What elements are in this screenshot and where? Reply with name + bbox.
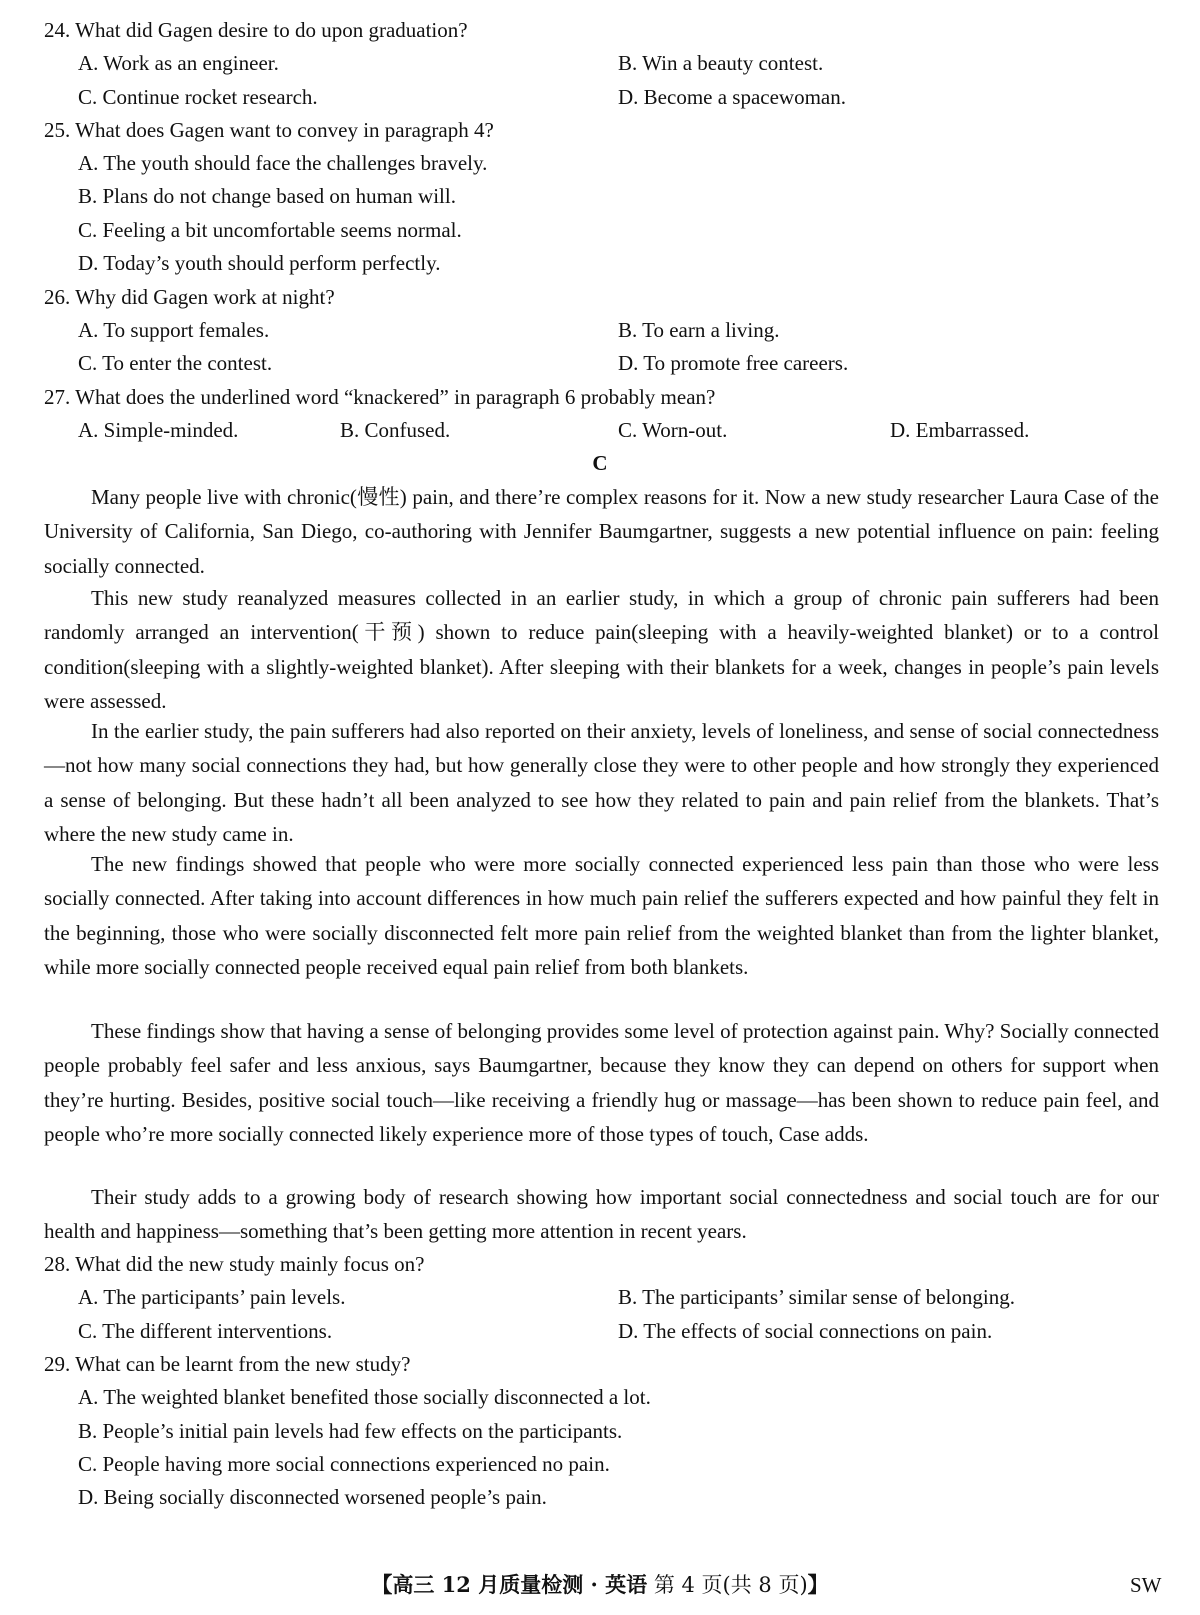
question-25-stem: 25. What does Gagen want to convey in paragraph 4? [44, 118, 494, 142]
question-25-option-b: B. Plans do not change based on human will. [78, 184, 456, 208]
page-footer [0, 1568, 1200, 1602]
question-25-option-c: C. Feeling a bit uncomfortable seems normal. [78, 218, 462, 242]
footer-bracket-open: 【 [371, 1572, 393, 1597]
footer-subject: 英语 [605, 1572, 648, 1597]
footer-separator: · [583, 1572, 606, 1597]
question-26-option-d: D. To promote free careers. [618, 351, 849, 375]
question-29-option-b: B. People’s initial pain levels had few effects on the participants. [78, 1419, 623, 1443]
question-24-option-c: C. Continue rocket research. [78, 85, 318, 109]
passage-paragraph-3: In the earlier study, the pain sufferers had also reported on their anxiety, levels of loneliness, and sense of social connectedness—not how many social connections they had, but how generally close they were to other people and how strongly they experienced a sense of belonging. But these hadn’t all been analyzed to see how they related to pain and pain relief from the blankets. That’s where the new study came in. [44, 719, 1159, 847]
footer-exam-name: 高三 12 月质量检测 [392, 1572, 584, 1597]
question-26-option-c: C. To enter the contest. [78, 351, 273, 375]
question-27-option-a: A. Simple-minded. [78, 418, 239, 442]
question-26-option-a: A. To support females. [78, 318, 270, 342]
question-24-option-a: A. Work as an engineer. [78, 51, 279, 75]
footer-code: SW [1130, 1573, 1162, 1597]
passage-paragraph-6: Their study adds to a growing body of research showing how important social connectedness and social touch are for our health and happiness—something that’s been getting more attention in recent years. [44, 1185, 1159, 1244]
footer-bracket-close: 】 [807, 1572, 829, 1597]
passage-paragraph-4: The new findings showed that people who were more socially connected experienced less pain than those who were less socially connected. After taking into account differences in how much pain relief the sufferers expected and how painful they felt in the beginning, those who were socially disconnected felt more pain relief from the weighted blanket than from the lighter blanket, while more socially connected people received equal pain relief from both blankets. [44, 852, 1159, 980]
question-28-option-a: A. The participants’ pain levels. [78, 1285, 346, 1309]
passage-paragraph-1: Many people live with chronic(慢性) pain, and there’re complex reasons for it. Now a new study researcher Laura Case of the University of California, San Diego, co-authoring with Jennifer Baumgartner, suggests a new potential influence on pain: feeling socially connected. [44, 485, 1159, 578]
question-29-option-a: A. The weighted blanket benefited those socially disconnected a lot. [78, 1385, 651, 1409]
footer-page-number: 第 4 页(共 8 页) [647, 1573, 808, 1597]
section-heading: C [592, 451, 608, 475]
question-24-option-d: D. Become a spacewoman. [618, 85, 846, 109]
question-29-option-d: D. Being socially disconnected worsened people’s pain. [78, 1485, 547, 1509]
question-27-option-d: D. Embarrassed. [890, 418, 1030, 442]
question-28-option-b: B. The participants’ similar sense of belonging. [618, 1285, 1015, 1309]
passage-paragraph-5: These findings show that having a sense of belonging provides some level of protection against pain. Why? Socially connected people probably feel safer and less anxious, says Baumgartner, because they know they can depend on others for support when they’re hurting. Besides, positive social touch—like receiving a friendly hug or massage—has been shown to reduce pain feel, and people who’re more socially connected likely experience more of those types of touch, Case adds. [44, 1019, 1159, 1147]
question-27-option-c: C. Worn-out. [618, 418, 728, 442]
passage-paragraph-2: This new study reanalyzed measures collected in an earlier study, in which a group of chronic pain sufferers had been randomly arranged an intervention(干预) shown to reduce pain(sleeping with a heavily-weighted blanket) or to a control condition(sleeping with a slightly-weighted blanket). After sleeping with their blankets for a week, changes in people’s pain levels were assessed. [44, 586, 1159, 714]
question-29-stem: 29. What can be learnt from the new study? [44, 1352, 411, 1376]
question-25-option-d: D. Today’s youth should perform perfectly. [78, 251, 441, 275]
question-24-option-b: B. Win a beauty contest. [618, 51, 824, 75]
question-26-stem: 26. Why did Gagen work at night? [44, 285, 335, 309]
question-25-option-a: A. The youth should face the challenges bravely. [78, 151, 488, 175]
question-28-option-d: D. The effects of social connections on pain. [618, 1319, 993, 1343]
question-28-stem: 28. What did the new study mainly focus on? [44, 1252, 425, 1276]
question-24-stem: 24. What did Gagen desire to do upon graduation? [44, 18, 468, 42]
question-29-option-c: C. People having more social connections experienced no pain. [78, 1452, 610, 1476]
question-26-option-b: B. To earn a living. [618, 318, 780, 342]
question-27-option-b: B. Confused. [340, 418, 451, 442]
question-28-option-c: C. The different interventions. [78, 1319, 333, 1343]
question-27-stem: 27. What does the underlined word “knackered” in paragraph 6 probably mean? [44, 385, 716, 409]
